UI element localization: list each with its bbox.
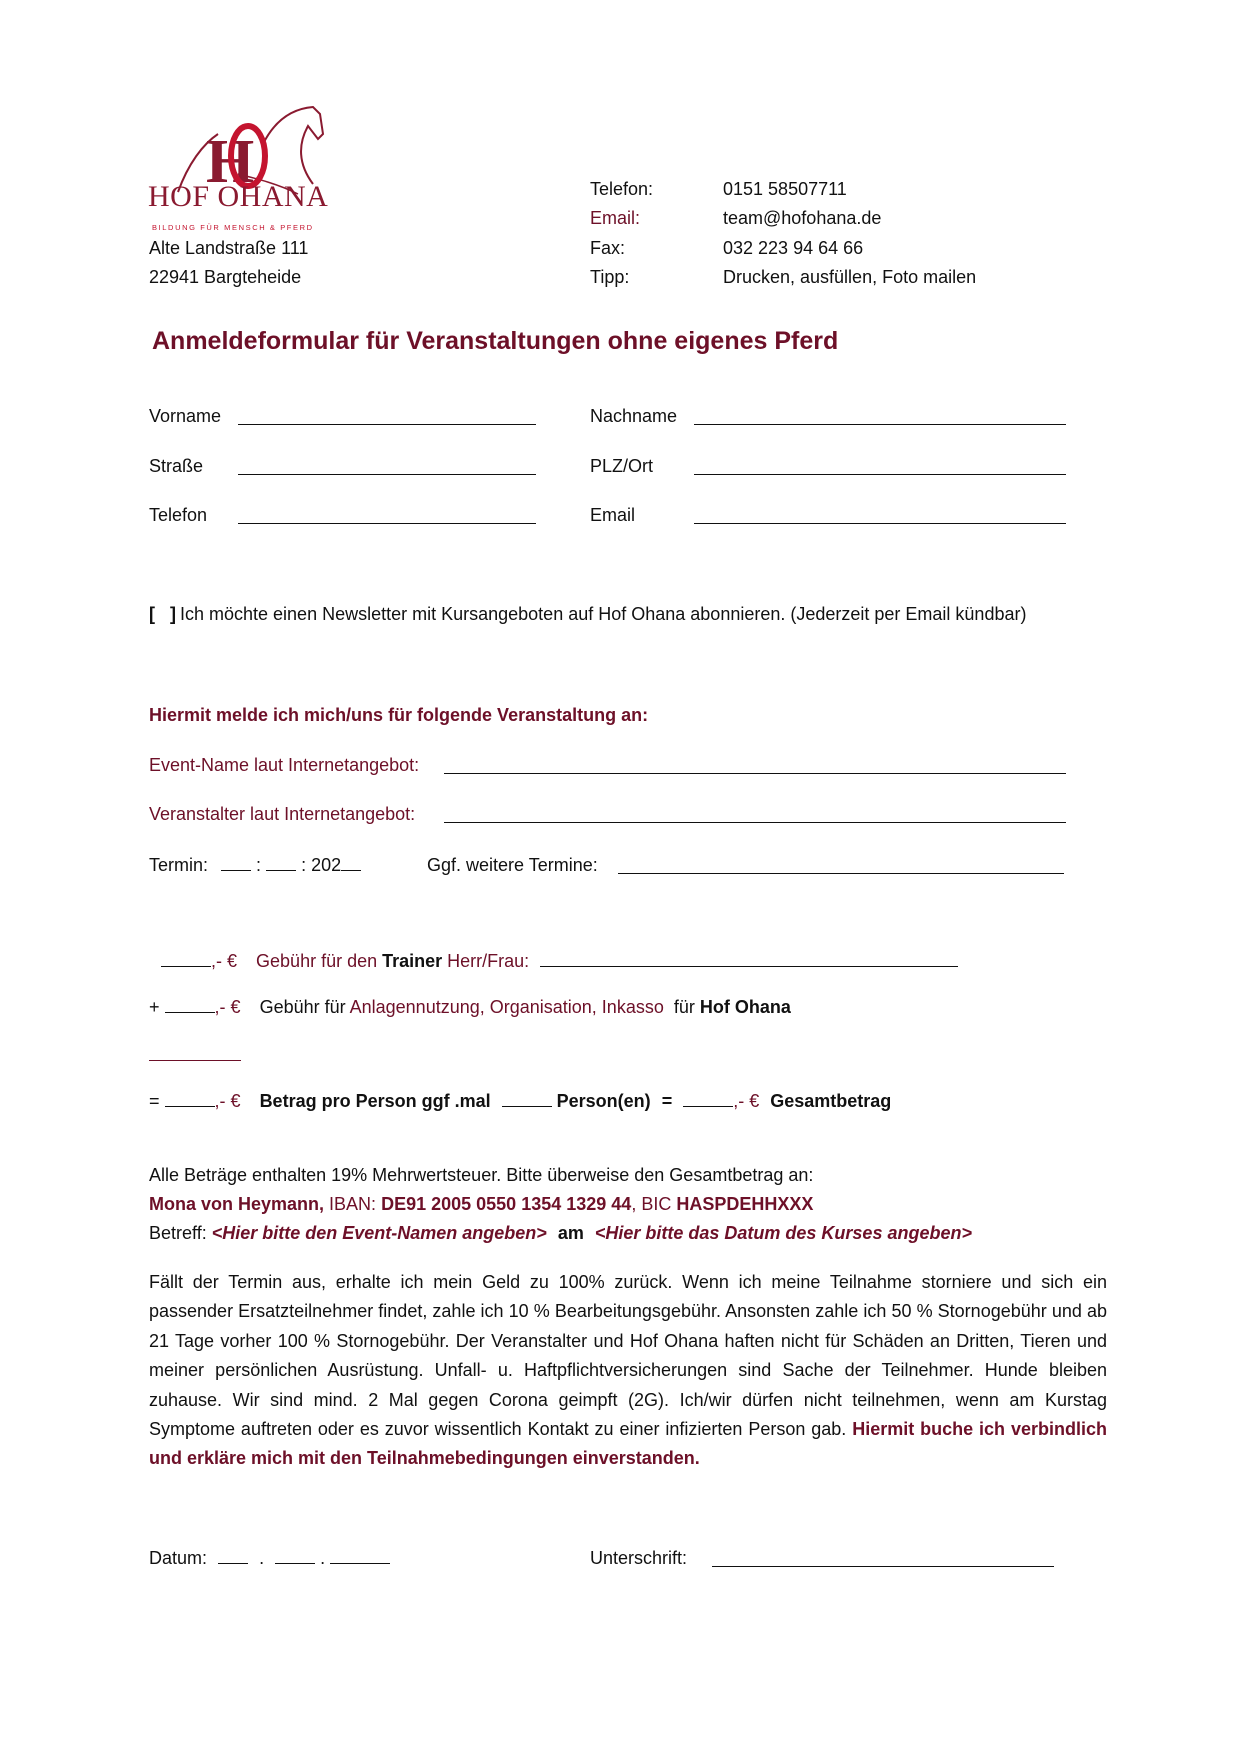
termin-day-input[interactable] — [221, 854, 251, 871]
org-fee-input[interactable] — [165, 996, 215, 1013]
logo-name: HOF OHANA — [148, 180, 329, 213]
contact-tipp-label: Tipp: — [590, 267, 630, 287]
contact-telefon-label: Telefon: — [590, 179, 654, 199]
termin-year-prefix: : 202 — [301, 855, 342, 875]
persons-label: Person(en) — [556, 1091, 651, 1111]
address-street: Alte Landstraße 111 — [149, 238, 309, 258]
contact-email-label: Email: — [590, 208, 641, 228]
plz-input[interactable] — [694, 474, 1066, 475]
euro-suffix: ,- € — [733, 1091, 760, 1111]
euro-suffix: ,- € — [214, 1091, 241, 1111]
telefon-input[interactable] — [238, 523, 536, 524]
bic-label: , BIC — [631, 1194, 672, 1214]
per-person-label: Betrag pro Person ggf .mal — [259, 1091, 491, 1111]
org-fee-pre: Gebühr für — [259, 997, 346, 1017]
nachname-input[interactable] — [694, 424, 1066, 425]
more-dates-label: Ggf. weitere Termine: — [427, 855, 598, 875]
event-name-label: Event-Name laut Internetangebot: — [149, 755, 420, 775]
trainer-fee-input[interactable] — [161, 950, 211, 967]
iban-value: DE91 2005 0550 1354 1329 44 — [381, 1194, 632, 1214]
org-fee-bold: Hof Ohana — [699, 997, 791, 1017]
org-fee-for: für — [673, 997, 695, 1017]
sum-divider — [149, 1060, 241, 1061]
date-dot: . — [320, 1548, 326, 1568]
date-year-input[interactable] — [330, 1547, 390, 1564]
nachname-label: Nachname — [590, 406, 678, 426]
subject-event: <Hier bitte den Event-Namen angeben> — [211, 1223, 547, 1243]
iban-label: IBAN: — [329, 1194, 377, 1214]
date-row — [149, 1547, 390, 1569]
address-city: 22941 Bargteheide — [149, 267, 302, 287]
terms — [149, 1268, 1107, 1474]
total-input[interactable] — [683, 1090, 733, 1107]
trainer-fee-post: Herr/Frau: — [447, 951, 530, 971]
newsletter-checkbox[interactable]: [ ] — [149, 604, 176, 624]
euro-suffix: ,- € — [214, 997, 241, 1017]
org-fee-row — [149, 996, 791, 1018]
contact-fax-label: Fax: — [590, 238, 626, 258]
total-row — [149, 1090, 891, 1112]
telefon-label: Telefon — [149, 505, 208, 525]
event-heading: Hiermit melde ich mich/uns für folgende Veranstaltung an: — [149, 705, 649, 725]
plz-label: PLZ/Ort — [590, 456, 654, 476]
newsletter-text: Ich möchte einen Newsletter mit Kursangeboten auf Hof Ohana abonnieren. (Jederzeit per Email kündbar) — [180, 604, 1027, 624]
termin-label: Termin: — [149, 855, 209, 875]
termin-year-input[interactable] — [341, 854, 361, 871]
euro-suffix: ,- € — [211, 951, 238, 971]
subject-label: Betreff: — [149, 1223, 207, 1243]
page-title: Anmeldeformular für Veranstaltungen ohne eigenes Pferd — [152, 327, 839, 355]
date-dot: . — [259, 1548, 265, 1568]
strasse-label: Straße — [149, 456, 204, 476]
persons-input[interactable] — [502, 1090, 552, 1107]
email-input[interactable] — [694, 523, 1066, 524]
date-month-input[interactable] — [275, 1547, 315, 1564]
trainer-fee-pre: Gebühr für den — [256, 951, 378, 971]
date-day-input[interactable] — [218, 1547, 248, 1564]
trainer-name-input[interactable] — [540, 950, 958, 967]
contact-telefon-value: 0151 58507711 — [723, 179, 847, 199]
equals-sign-2: = — [661, 1091, 673, 1111]
subject-row — [149, 1222, 972, 1244]
trainer-fee-bold: Trainer — [382, 951, 443, 971]
date-label: Datum: — [149, 1548, 208, 1568]
email-label: Email — [590, 505, 636, 525]
subject-date: <Hier bitte das Datum des Kurses angeben> — [594, 1223, 972, 1243]
logo-tagline: BILDUNG FÜR MENSCH & PFERD — [152, 223, 314, 232]
organizer-input[interactable] — [444, 822, 1066, 823]
per-person-input[interactable] — [165, 1090, 215, 1107]
more-dates-input[interactable] — [618, 873, 1064, 874]
logo — [148, 104, 348, 232]
termin-sep: : — [256, 855, 262, 875]
signature-input[interactable] — [712, 1566, 1054, 1567]
vorname-input[interactable] — [238, 424, 536, 425]
contact-email-value[interactable]: team@hofohana.de — [723, 208, 882, 228]
terms-text: Fällt der Termin aus, erhalte ich mein Geld zu 100% zurück. Wenn ich meine Teilnahme storniere und sich ein passender Ersatzteilnehmer findet, zahle ich 10 % Bearbeitungsgebühr. Ansonsten zahle ich 50 % Stornogebühr und ab 21 Tage vorher 100 % Stornogebühr. Der Veranstalter und Hof Ohana haften nicht für Schäden an Dritten, Tieren und meiner persönlichen Ausrüstung. Unfall- u. Haftpflichtversicherungen sind Sache der Teilnehmer. Hunde bleiben zuhause. Wir sind mind. 2 Mal gegen Corona geimpft (2G). Ich/wir dürfen nicht teilnehmen, wenn am Kurstag Symptome auftreten oder es zuvor wissentlich Kontakt zu einer infizierten Person gab. — [149, 1272, 1107, 1440]
vorname-label: Vorname — [149, 406, 222, 426]
payment-info: Alle Beträge enthalten 19% Mehrwertsteuer. Bitte überweise den Gesamtbetrag an: — [149, 1165, 814, 1185]
strasse-input[interactable] — [238, 474, 536, 475]
total-label: Gesamtbetrag — [770, 1091, 892, 1111]
contact-fax-value: 032 223 94 64 66 — [723, 238, 864, 258]
termin-row — [149, 854, 361, 876]
plus-sign: + — [149, 997, 160, 1017]
termin-month-input[interactable] — [266, 854, 296, 871]
contact-tipp-value: Drucken, ausfüllen, Foto mailen — [723, 267, 977, 287]
equals-sign: = — [149, 1091, 160, 1111]
bic-value: HASPDEHHXXX — [676, 1194, 814, 1214]
terms-confirm: Hiermit buche ich verbindlich und erkläre mich mit den Teilnahmebedingungen einverstanden. — [149, 1419, 1107, 1469]
event-name-input[interactable] — [444, 773, 1066, 774]
bank-details — [149, 1193, 813, 1215]
recipient: Mona von Heymann, — [149, 1194, 325, 1214]
trainer-fee-row — [149, 950, 958, 972]
subject-am: am — [557, 1223, 584, 1243]
org-fee-items: Anlagennutzung, Organisation, Inkasso — [349, 997, 664, 1017]
organizer-label: Veranstalter laut Internetangebot: — [149, 804, 416, 824]
signature-label: Unterschrift: — [590, 1548, 688, 1568]
logo-monogram: H — [206, 128, 255, 196]
